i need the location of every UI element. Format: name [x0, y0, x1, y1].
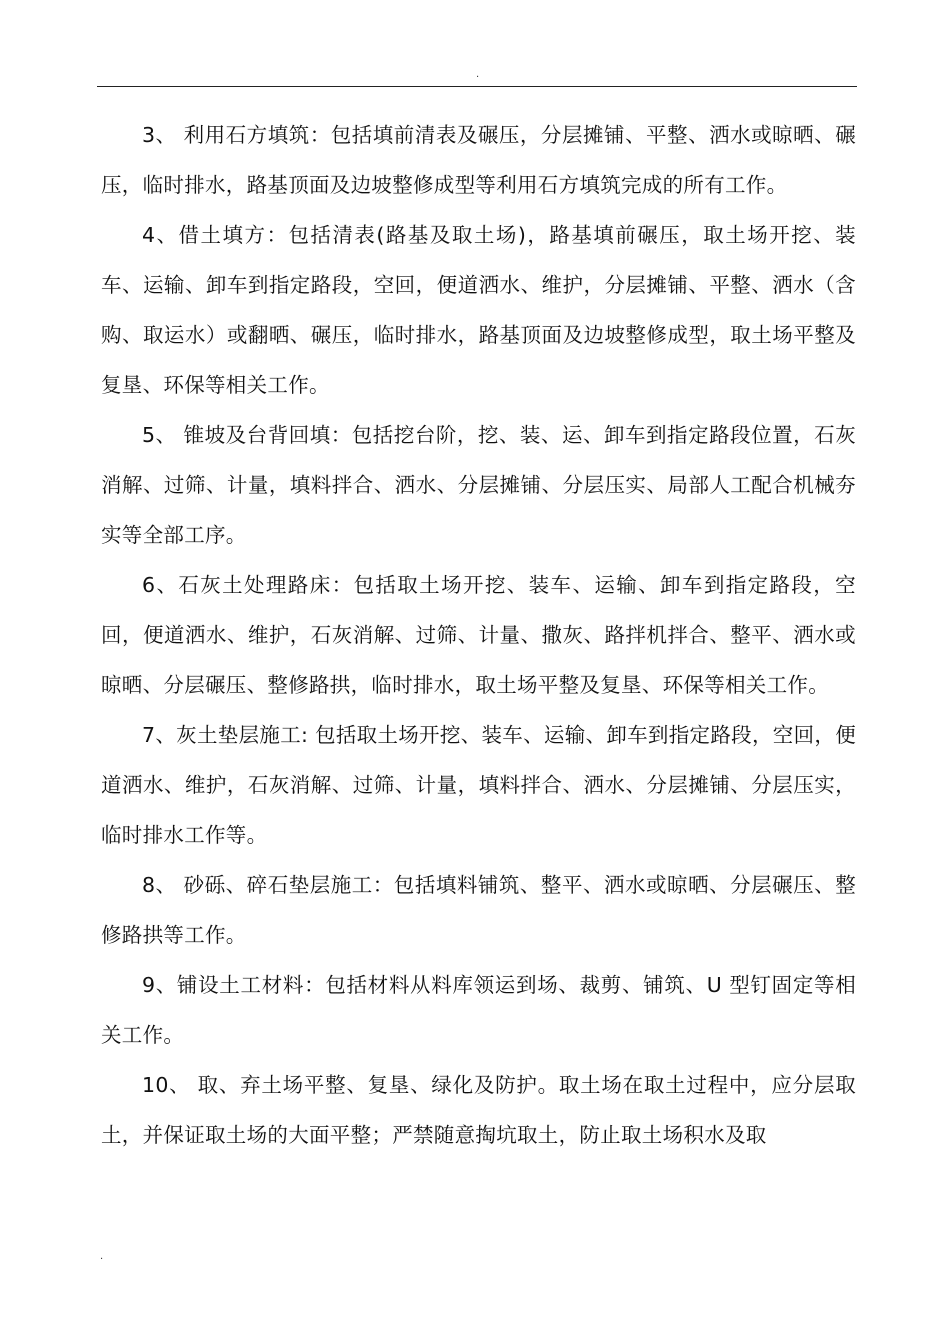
- paragraph-item-8: 8、 砂砾、碎石垫层施工：包括填料铺筑、整平、洒水或晾晒、分层碾压、整修路拱等工作。: [101, 873, 856, 947]
- paragraph-item-4: 4、借土填方：包括清表(路基及取土场)，路基填前碾压，取土场开挖、装车、运输、卸车到指定路段，空回，便道洒水、维护，分层摊铺、平整、洒水（含购、取运水）或翻晒、碾压，临时排水，路基顶面及边坡整修成型，取土场平整及复垦、环保等相关工作。: [101, 223, 856, 397]
- document-body: [101, 110, 856, 1160]
- header-mark: .: [476, 69, 480, 80]
- paragraph-item-5: 5、 锥坡及台背回填：包括挖台阶，挖、装、运、卸车到指定路段位置，石灰消解、过筛、计量，填料拌合、洒水、分层摊铺、分层压实、局部人工配合机械夯实等全部工序。: [101, 423, 856, 547]
- footer-mark: .: [100, 1251, 104, 1262]
- paragraph-item-9: 9、铺设土工材料：包括材料从料库领运到场、裁剪、铺筑、U 型钉固定等相关工作。: [101, 973, 856, 1047]
- paragraph-item-6: 6、石灰土处理路床：包括取土场开挖、装车、运输、卸车到指定路段，空回，便道洒水、维护，石灰消解、过筛、计量、撒灰、路拌机拌合、整平、洒水或晾晒、分层碾压、整修路拱，临时排水，取土场平整及复垦、环保等相关工作。: [101, 573, 856, 697]
- paragraph-item-3: 3、 利用石方填筑：包括填前清表及碾压，分层摊铺、平整、洒水或晾晒、碾压，临时排水，路基顶面及边坡整修成型等利用石方填筑完成的所有工作。: [101, 123, 856, 197]
- paragraph-item-7: 7、灰土垫层施工: 包括取土场开挖、装车、运输、卸车到指定路段，空回，便道洒水、维护，石灰消解、过筛、计量，填料拌合、洒水、分层摊铺、分层压实，临时排水工作等。: [101, 723, 856, 847]
- paragraph-item-10: 10、 取、弃土场平整、复垦、绿化及防护。取土场在取土过程中，应分层取土，并保证取土场的大面平整；严禁随意掏坑取土，防止取土场积水及取: [101, 1073, 856, 1147]
- header-rule: [97, 86, 857, 87]
